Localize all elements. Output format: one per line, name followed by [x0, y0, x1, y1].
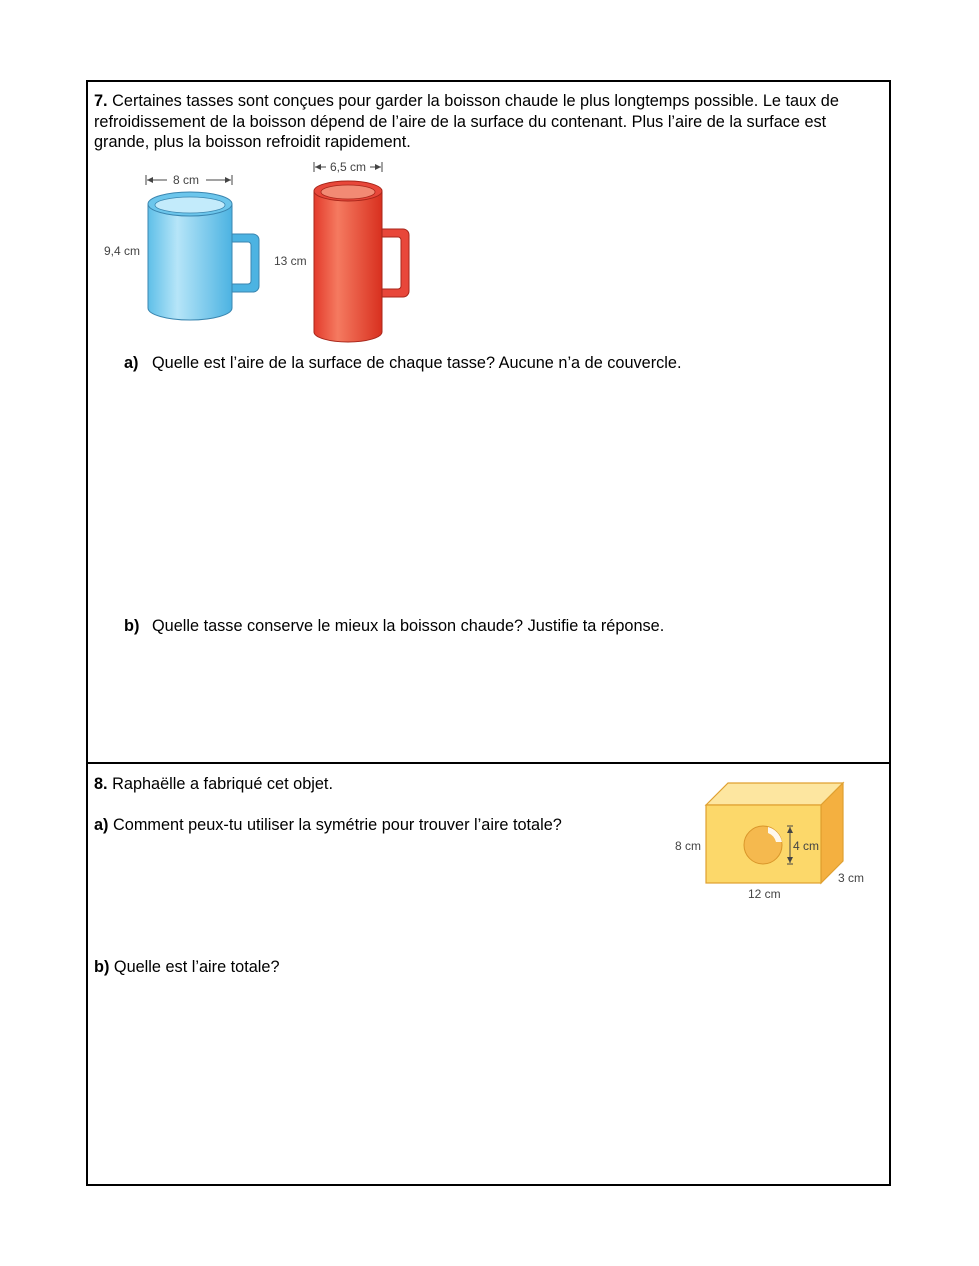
- question-7a-text: Quelle est l’aire de la surface de chaque tasse? Aucune n’a de couvercle.: [152, 354, 682, 372]
- question-7a-label: a): [124, 354, 139, 372]
- question-7b-label: b): [124, 617, 140, 635]
- blue-mug: [148, 192, 259, 320]
- question-7-number: 7.: [94, 92, 108, 110]
- box-top-face: [706, 783, 843, 805]
- question-8-box: [86, 762, 891, 1186]
- question-7b: [124, 616, 664, 636]
- question-7-statement: Certaines tasses sont conçues pour garder la boisson chaude le plus longtemps possible. Le taux de refroidissement de la boisson dépend de l’aire de la surface du contenant. Plus l’aire de la surface est grande, plus la boisson refroidit rapidement.: [94, 92, 839, 151]
- question-7b-text: Quelle tasse conserve le mieux la boisson chaude? Justifie ta réponse.: [152, 617, 665, 635]
- mugs-figure: [88, 154, 428, 354]
- question-8-number: 8.: [94, 775, 108, 793]
- question-8b: [94, 957, 280, 978]
- question-8a: [94, 815, 562, 836]
- question-8b-label: b): [94, 958, 110, 976]
- red-mug-width-label: 6,5 cm: [329, 160, 367, 174]
- question-7-box: [86, 80, 891, 764]
- blue-mug-width-dimension: [146, 173, 232, 187]
- red-mug-width-dimension: [314, 160, 382, 174]
- box-width-label: 12 cm: [748, 887, 781, 901]
- red-mug: [314, 181, 409, 342]
- question-8a-label: a): [94, 816, 109, 834]
- question-8-statement: Raphaëlle a fabriqué cet objet.: [112, 775, 333, 793]
- question-8-text: [94, 774, 333, 795]
- blue-mug-height-label: 9,4 cm: [104, 244, 141, 258]
- box-height-label: 8 cm: [675, 839, 702, 853]
- question-7a: [124, 353, 681, 373]
- question-8b-text: Quelle est l’aire totale?: [113, 958, 280, 976]
- question-8a-text: Comment peux-tu utiliser la symétrie pour trouver l’aire totale?: [113, 816, 562, 834]
- box-figure: [668, 778, 878, 908]
- red-mug-height-label: 13 cm: [274, 254, 307, 268]
- box-depth-label: 3 cm: [838, 871, 865, 885]
- blue-mug-width-label: 8 cm: [172, 173, 200, 187]
- box-hole-label: 4 cm: [793, 839, 820, 853]
- question-7-text: [94, 91, 884, 153]
